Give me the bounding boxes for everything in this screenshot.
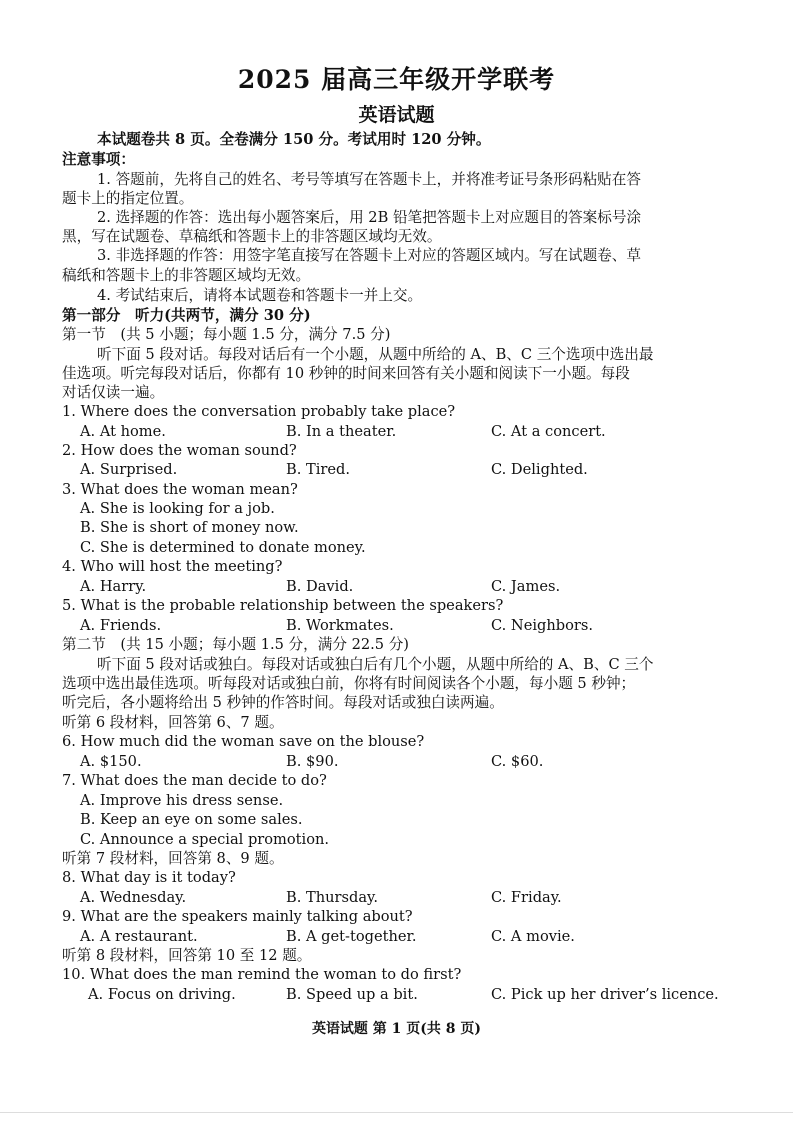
notice-line-3: 2. 选择题的作答：选出每小题答案后，用 2B 铅笔把答题卡上对应题目的答案标号涂 bbox=[97, 209, 642, 226]
option-b: B. Keep an eye on some sales. bbox=[80, 811, 303, 828]
option-a: A. At home. bbox=[80, 423, 166, 440]
option-a: A. Focus on driving. bbox=[88, 986, 236, 1003]
section1-instruction-1: 听下面 5 段对话。每段对话后有一个小题，从题中所给的 A、B、C 三个选项中选出最 bbox=[97, 346, 654, 363]
material-7-note: 听第 7 段材料，回答第 8、9 题。 bbox=[62, 850, 284, 867]
option-b: B. In a theater. bbox=[286, 423, 397, 440]
option-a: A. Harry. bbox=[80, 578, 147, 595]
notice-line-6: 稿纸和答题卡上的非答题区域均无效。 bbox=[62, 267, 311, 284]
option-b: B. $90. bbox=[286, 753, 339, 770]
intro-line: 本试题卷共 8 页。全卷满分 150 分。考试用时 120 分钟。 bbox=[97, 131, 491, 148]
material-6-note: 听第 6 段材料，回答第 6、7 题。 bbox=[62, 714, 284, 731]
section2-instruction-1: 听下面 5 段对话或独白。每段对话或独白后有几个小题，从题中所给的 A、B、C 三个 bbox=[97, 656, 654, 673]
page-footer: 英语试题 第 1 页(共 8 页) bbox=[311, 1021, 482, 1037]
option-a: A. Friends. bbox=[80, 617, 162, 634]
option-c: C. A movie. bbox=[491, 928, 575, 945]
option-b: B. Tired. bbox=[286, 461, 350, 478]
question-stem: 6. How much did the woman save on the blouse? bbox=[62, 733, 425, 750]
option-b: B. Speed up a bit. bbox=[286, 986, 418, 1003]
option-a: A. Surprised. bbox=[80, 461, 178, 478]
option-c: C. James. bbox=[491, 578, 561, 595]
option-c: C. Pick up her driver’s licence. bbox=[491, 986, 719, 1003]
option-c: C. Announce a special promotion. bbox=[80, 831, 330, 848]
question-stem: 4. Who will host the meeting? bbox=[62, 558, 283, 575]
option-a: A. $150. bbox=[80, 753, 142, 770]
exam-title: 2025 届高三年级开学联考 bbox=[237, 65, 556, 94]
section2-heading: 第二节 (共 15 小题；每小题 1.5 分，满分 22.5 分) bbox=[62, 636, 409, 653]
option-b: B. Workmates. bbox=[286, 617, 394, 634]
option-b: B. A get-together. bbox=[286, 928, 417, 945]
option-c: C. Friday. bbox=[491, 889, 562, 906]
notice-line-2: 题卡上的指定位置。 bbox=[62, 190, 194, 207]
notice-line-5: 3. 非选择题的作答：用签字笔直接写在答题卡上对应的答题区域内。写在试题卷、草 bbox=[97, 247, 641, 264]
section2-instruction-3: 听完后，各小题将给出 5 秒钟的作答时间。每段对话或独白读两遍。 bbox=[62, 694, 504, 711]
question-stem: 7. What does the man decide to do? bbox=[62, 772, 327, 789]
part1-heading: 第一部分 听力(共两节，满分 30 分) bbox=[62, 307, 311, 324]
option-c: C. Neighbors. bbox=[491, 617, 593, 634]
option-b: B. She is short of money now. bbox=[80, 519, 299, 536]
notice-line-1: 1. 答题前，先将自己的姓名、考号等填写在答题卡上，并将准考证号条形码粘贴在答 bbox=[97, 171, 641, 188]
page-bottom-divider bbox=[0, 1112, 793, 1113]
option-c: C. She is determined to donate money. bbox=[80, 539, 366, 556]
question-stem: 1. Where does the conversation probably take place? bbox=[62, 403, 456, 420]
notice-heading: 注意事项： bbox=[62, 151, 135, 168]
question-stem: 9. What are the speakers mainly talking about? bbox=[62, 908, 413, 925]
question-stem: 2. How does the woman sound? bbox=[62, 442, 297, 459]
question-stem: 8. What day is it today? bbox=[62, 869, 236, 886]
option-a: A. Wednesday. bbox=[80, 889, 187, 906]
option-b: B. Thursday. bbox=[286, 889, 378, 906]
notice-line-7: 4. 考试结束后，请将本试题卷和答题卡一并上交。 bbox=[97, 287, 423, 304]
option-c: C. $60. bbox=[491, 753, 544, 770]
question-stem: 5. What is the probable relationship between the speakers? bbox=[62, 597, 504, 614]
question-stem: 3. What does the woman mean? bbox=[62, 481, 298, 498]
option-a: A. A restaurant. bbox=[80, 928, 198, 945]
option-b: B. David. bbox=[286, 578, 354, 595]
section1-instruction-3: 对话仅读一遍。 bbox=[62, 384, 165, 401]
notice-line-4: 黑，写在试题卷、草稿纸和答题卡上的非答题区域均无效。 bbox=[62, 228, 442, 245]
option-c: C. At a concert. bbox=[491, 423, 606, 440]
section1-instruction-2: 佳选项。听完每段对话后，你都有 10 秒钟的时间来回答有关小题和阅读下一小题。每段 bbox=[62, 365, 630, 382]
material-8-note: 听第 8 段材料，回答第 10 至 12 题。 bbox=[62, 947, 312, 964]
section2-instruction-2: 选项中选出最佳选项。听每段对话或独白前，你将有时间阅读各个小题，每小题 5 秒钟； bbox=[62, 675, 636, 692]
section1-heading: 第一节 (共 5 小题；每小题 1.5 分，满分 7.5 分) bbox=[62, 326, 391, 343]
option-a: A. She is looking for a job. bbox=[80, 500, 275, 517]
exam-subtitle: 英语试题 bbox=[358, 104, 435, 126]
option-c: C. Delighted. bbox=[491, 461, 588, 478]
question-stem: 10. What does the man remind the woman to do first? bbox=[62, 966, 462, 983]
option-a: A. Improve his dress sense. bbox=[80, 792, 284, 809]
